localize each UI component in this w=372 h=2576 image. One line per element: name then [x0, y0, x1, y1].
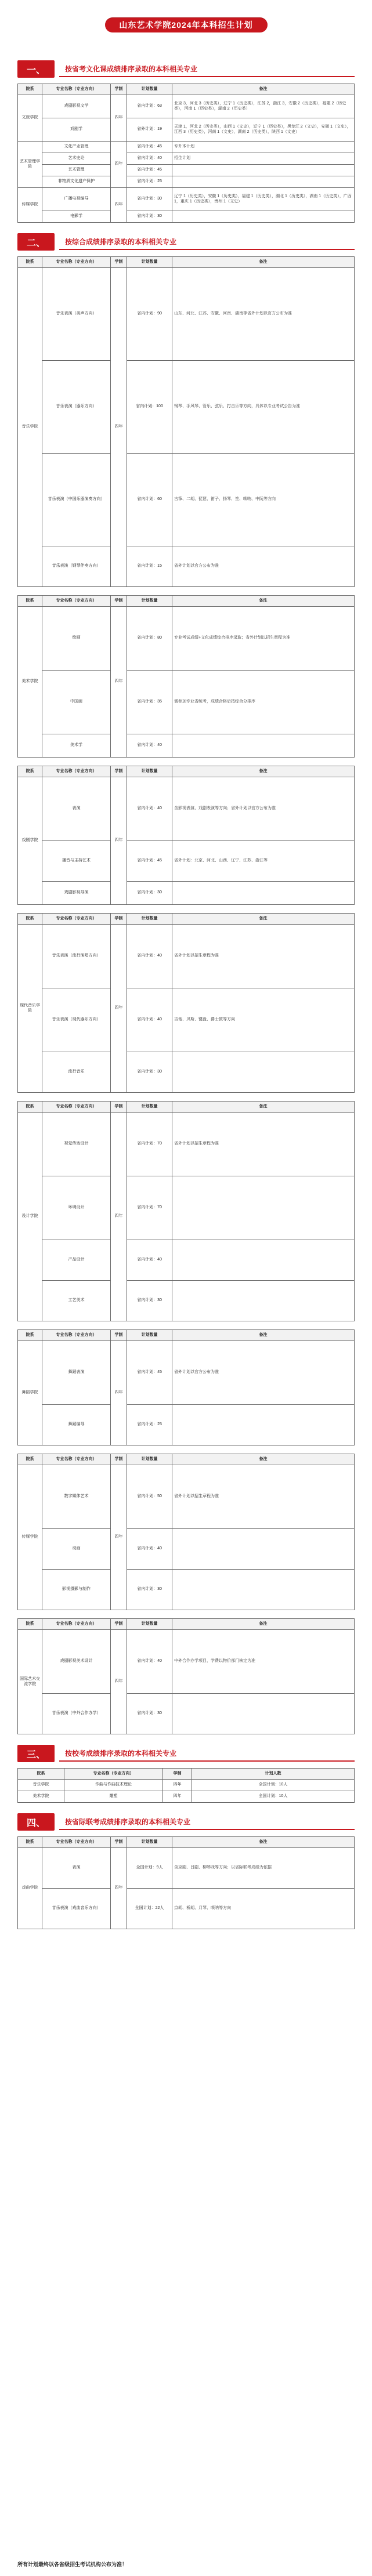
major-cell: 艺术史论 — [42, 153, 111, 165]
footer-note: 所有计划最终以各省级招生考试机构公布为准！ — [17, 2561, 128, 2567]
plan-cell: 省内计划：45 — [127, 165, 172, 176]
note-cell — [172, 176, 355, 188]
table-row — [18, 1465, 355, 1529]
section-2-table-3 — [17, 913, 355, 1093]
plan-cell: 全国计划：10人 — [192, 1780, 355, 1791]
dept-cell: 美术学院 — [18, 607, 42, 758]
plan-cell: 全国计划：9人 — [127, 1848, 172, 1889]
note-cell — [172, 1529, 355, 1570]
section-1-table-header-row — [18, 84, 355, 95]
col-dept: 院系 — [18, 84, 42, 95]
col-dept: 院系 — [18, 1330, 42, 1341]
col-years: 学制 — [111, 596, 127, 607]
major-cell: 戏剧影视美术设计 — [42, 1630, 111, 1694]
section-1-table — [17, 84, 355, 223]
major-cell: 非物质文化遗产保护 — [42, 176, 111, 188]
col-plan: 计划数量 — [127, 766, 172, 777]
col-major: 专业名称（专业方向） — [42, 766, 111, 777]
col-note: 备注 — [172, 766, 355, 777]
section-2-table-1 — [17, 595, 355, 758]
table-row — [18, 142, 355, 153]
plan-cell: 省内计划：15 — [127, 546, 172, 587]
table-row — [18, 1630, 355, 1694]
note-cell: 省外计划以招生章程为准 — [172, 1113, 355, 1176]
years-cell: 四年 — [111, 925, 127, 1093]
col-plan: 计划数量 — [127, 257, 172, 268]
col-major: 专业名称（专业方向） — [64, 1769, 163, 1780]
table-row — [18, 211, 355, 223]
note-cell: 钢琴、手风琴、管乐、弦乐、打击乐等方向，具体以专业考试公告为准 — [172, 361, 355, 454]
years-cell: 四年 — [111, 1465, 127, 1610]
note-cell — [172, 882, 355, 905]
dept-cell: 设计学院 — [18, 1113, 42, 1321]
col-plan: 计划数量 — [127, 596, 172, 607]
col-note: 备注 — [172, 1102, 355, 1113]
plan-cell: 省外计划：19 — [127, 118, 172, 142]
col-dept: 院系 — [18, 1619, 42, 1630]
major-cell: 绘画 — [42, 607, 111, 671]
major-cell: 音乐表演（中外合作办学） — [42, 1694, 111, 1734]
plan-cell: 省内计划：63 — [127, 95, 172, 118]
col-dept: 院系 — [18, 766, 42, 777]
note-cell — [172, 734, 355, 758]
col-plan: 计划数量 — [127, 1454, 172, 1465]
col-note: 备注 — [172, 596, 355, 607]
dept-cell: 音乐学院 — [18, 268, 42, 587]
col-note: 备注 — [172, 84, 355, 95]
table-row — [18, 1570, 355, 1610]
table-row — [18, 734, 355, 758]
col-years: 学制 — [163, 1769, 192, 1780]
table-row — [18, 1791, 355, 1803]
plan-cell: 省内计划：25 — [127, 176, 172, 188]
col-plan: 计划数量 — [127, 1102, 172, 1113]
section-3-number: 三、 — [17, 1745, 55, 1762]
plan-cell: 省内计划：45 — [127, 841, 172, 882]
col-dept: 院系 — [18, 596, 42, 607]
section-1-number: 一、 — [17, 60, 55, 78]
plan-cell: 省内计划：70 — [127, 1176, 172, 1240]
col-major: 专业名称（专业方向） — [42, 257, 111, 268]
table-row — [18, 361, 355, 454]
note-cell — [172, 1176, 355, 1240]
major-cell: 戏剧影视文学 — [42, 95, 111, 118]
major-cell: 艺术管理 — [42, 165, 111, 176]
section-2-table-5 — [17, 1329, 355, 1445]
table-row — [18, 118, 355, 142]
note-cell: 含影视表演、戏剧表演等方向；省外计划以官方公布为准 — [172, 777, 355, 841]
section-3-table-header-row — [18, 1769, 355, 1780]
dept-cell: 艺术管理学院 — [18, 142, 42, 188]
section-2-table-header-row — [18, 1330, 355, 1341]
col-note: 备注 — [172, 914, 355, 925]
section-2-table-header-row — [18, 914, 355, 925]
col-years: 学制 — [111, 84, 127, 95]
col-plan: 计划数量 — [127, 1619, 172, 1630]
years-cell: 四年 — [111, 268, 127, 587]
major-cell: 环境设计 — [42, 1176, 111, 1240]
major-cell: 舞蹈表演 — [42, 1341, 111, 1405]
table-row — [18, 1240, 355, 1281]
major-cell: 音乐表演（器乐方向） — [42, 361, 111, 454]
col-dept: 院系 — [18, 257, 42, 268]
major-cell: 影视摄影与制作 — [42, 1570, 111, 1610]
section-2-table-2 — [17, 766, 355, 905]
section-4-number: 四、 — [17, 1813, 55, 1831]
dept-cell: 国际艺术交流学院 — [18, 1630, 42, 1734]
plan-cell: 省内计划：40 — [127, 988, 172, 1052]
note-cell — [172, 211, 355, 223]
table-row — [18, 454, 355, 546]
note-cell: 省外计划以官方公布为准 — [172, 1341, 355, 1405]
years-cell: 四年 — [111, 188, 127, 223]
col-plan: 计划数量 — [127, 84, 172, 95]
col-note: 备注 — [172, 1837, 355, 1848]
col-major: 专业名称（专业方向） — [42, 1454, 111, 1465]
note-cell: 山东、河北、江苏、安徽、河南、湖南等省外计划以官方公布为准 — [172, 268, 355, 361]
table-row — [18, 153, 355, 165]
plan-cell: 省内计划：30 — [127, 1281, 172, 1321]
plan-cell: 省内计划：40 — [127, 1630, 172, 1694]
table-row — [18, 1889, 355, 1929]
plan-cell: 省内计划：60 — [127, 454, 172, 546]
col-dept: 院系 — [18, 1102, 42, 1113]
table-row — [18, 607, 355, 671]
note-cell: 含京剧、吕剧、柳琴戏等方向；以省际联考成绩为依据 — [172, 1848, 355, 1889]
col-years: 学制 — [111, 1454, 127, 1465]
col-note: 备注 — [172, 1619, 355, 1630]
table-row — [18, 925, 355, 988]
note-cell: 吉他、贝斯、键盘、爵士鼓等方向 — [172, 988, 355, 1052]
major-cell: 戏剧学 — [42, 118, 111, 142]
col-plan: 计划数量 — [127, 914, 172, 925]
section-4-title: 按省际联考成绩排序录取的本科相关专业 — [59, 1814, 355, 1830]
years-cell: 四年 — [111, 1848, 127, 1929]
col-note: 备注 — [172, 1330, 355, 1341]
section-2-table-7 — [17, 1618, 355, 1734]
note-cell — [172, 1405, 355, 1445]
major-cell: 电影学 — [42, 211, 111, 223]
plan-cell: 省内计划：40 — [127, 777, 172, 841]
col-note: 备注 — [172, 1454, 355, 1465]
section-4-table — [17, 1836, 355, 1929]
table-row — [18, 1176, 355, 1240]
major-cell: 广播电视编导 — [42, 188, 111, 211]
col-years: 学制 — [111, 1619, 127, 1630]
dept-cell: 戏曲学院 — [18, 1848, 42, 1929]
major-cell: 表演 — [42, 777, 111, 841]
table-row — [18, 841, 355, 882]
note-cell: 专业考试成绩+文化成绩综合排序录取；省外计划以招生章程为准 — [172, 607, 355, 671]
major-cell: 中国画 — [42, 671, 111, 734]
section-2-title: 按综合成绩排序录取的本科相关专业 — [59, 234, 355, 250]
major-cell: 雕塑 — [64, 1791, 163, 1803]
note-cell: 中外合作办学项目，学费以物价部门核定为准 — [172, 1630, 355, 1694]
section-2-table-header-row — [18, 257, 355, 268]
note-cell: 招生计划 — [172, 153, 355, 165]
table-row — [18, 268, 355, 361]
note-cell: 京胡、板胡、月琴、唢呐等方向 — [172, 1889, 355, 1929]
plan-cell: 省内计划：30 — [127, 211, 172, 223]
note-cell: 天津 1，河北 2（历史类），山西 1（文史），辽宁 1（历史类），黑龙江 2（文史），安徽 1（文史），江西 3（历史类），河南 1（文史），湖南 2（历史类），陕西 1（文史） — [172, 118, 355, 142]
section-2-table-4 — [17, 1101, 355, 1321]
major-cell: 音乐表演（流行演唱方向） — [42, 925, 111, 988]
plan-cell: 省内计划：30 — [127, 882, 172, 905]
section-2-table-header-row — [18, 1619, 355, 1630]
major-cell: 工艺美术 — [42, 1281, 111, 1321]
major-cell: 美术学 — [42, 734, 111, 758]
note-cell — [172, 1694, 355, 1734]
section-2-table-header-row — [18, 1102, 355, 1113]
plan-cell: 省内计划：30 — [127, 1570, 172, 1610]
major-cell: 播音与主持艺术 — [42, 841, 111, 882]
major-cell: 文化产业管理 — [42, 142, 111, 153]
note-cell: 省外计划以招生章程为准 — [172, 925, 355, 988]
plan-cell: 省内计划：40 — [127, 1529, 172, 1570]
col-dept: 院系 — [18, 1769, 64, 1780]
table-row — [18, 777, 355, 841]
note-cell: 省外计划以招生章程为准 — [172, 1465, 355, 1529]
note-cell: 省外计划：北京、河北、山西、辽宁、江苏、浙江等 — [172, 841, 355, 882]
table-row — [18, 1694, 355, 1734]
table-row — [18, 95, 355, 118]
plan-cell: 省内计划：30 — [127, 1694, 172, 1734]
years-cell: 四年 — [111, 1341, 127, 1445]
table-row — [18, 1529, 355, 1570]
section-2-table-header-row — [18, 596, 355, 607]
plan-cell: 省内计划：90 — [127, 268, 172, 361]
col-dept: 院系 — [18, 1837, 42, 1848]
table-row — [18, 1780, 355, 1791]
plan-cell: 省内计划：80 — [127, 607, 172, 671]
table-row — [18, 988, 355, 1052]
plan-cell: 省内计划：30 — [127, 1052, 172, 1093]
note-cell — [172, 1281, 355, 1321]
plan-cell: 全国计划：10人 — [192, 1791, 355, 1803]
col-major: 专业名称（专业方向） — [42, 84, 111, 95]
dept-cell: 传媒学院 — [18, 188, 42, 223]
years-cell: 四年 — [111, 95, 127, 142]
years-cell: 四年 — [111, 777, 127, 905]
years-cell: 四年 — [163, 1780, 192, 1791]
table-row — [18, 1052, 355, 1093]
table-row — [18, 1848, 355, 1889]
major-cell: 产品设计 — [42, 1240, 111, 1281]
plan-cell: 省内计划：30 — [127, 188, 172, 211]
years-cell: 四年 — [163, 1791, 192, 1803]
years-cell: 四年 — [111, 607, 127, 758]
section-3-table — [17, 1768, 355, 1803]
table-row — [18, 165, 355, 176]
table-row — [18, 1281, 355, 1321]
years-cell: 四年 — [111, 1113, 127, 1321]
section-3-header — [17, 1745, 355, 1762]
dept-cell: 美术学院 — [18, 1791, 64, 1803]
col-major: 专业名称（专业方向） — [42, 914, 111, 925]
col-major: 专业名称（专业方向） — [42, 1102, 111, 1113]
table-row — [18, 1405, 355, 1445]
section-3-title: 按校考成绩排序录取的本科相关专业 — [59, 1745, 355, 1762]
col-dept: 院系 — [18, 914, 42, 925]
col-plan: 计划数量 — [127, 1330, 172, 1341]
col-major: 专业名称（专业方向） — [42, 1619, 111, 1630]
plan-cell: 省内计划：35 — [127, 671, 172, 734]
major-cell: 戏剧影视导演 — [42, 882, 111, 905]
note-cell: 专升本计划 — [172, 142, 355, 153]
dept-cell: 现代音乐学院 — [18, 925, 42, 1093]
years-cell: 四年 — [111, 1630, 127, 1734]
note-cell — [172, 1570, 355, 1610]
plan-cell: 省内计划：45 — [127, 142, 172, 153]
table-row — [18, 1341, 355, 1405]
note-cell: 需参加专业省统考，成绩合格后按综合分排序 — [172, 671, 355, 734]
table-row — [18, 188, 355, 211]
section-4-header — [17, 1813, 355, 1831]
plan-cell: 省内计划：100 — [127, 361, 172, 454]
plan-cell: 省内计划：40 — [127, 153, 172, 165]
dept-cell: 舞蹈学院 — [18, 1341, 42, 1445]
major-cell: 音乐表演（戏曲音乐方向） — [42, 1889, 111, 1929]
major-cell: 舞蹈编导 — [42, 1405, 111, 1445]
col-years: 学制 — [111, 914, 127, 925]
page-title: 山东艺术学院2024年本科招生计划 — [105, 17, 268, 32]
major-cell: 动画 — [42, 1529, 111, 1570]
plan-cell: 省内计划：40 — [127, 734, 172, 758]
col-years: 学制 — [111, 1837, 127, 1848]
col-years: 学制 — [111, 1102, 127, 1113]
section-2-table-0 — [17, 256, 355, 587]
note-cell: 辽宁 1（历史类），安徽 1（历史类），福建 1（历史类），湖北 1（历史类），湖南 1（历史类），广西 1，重庆 1（历史类），贵州 1（文史） — [172, 188, 355, 211]
plan-cell: 省内计划：50 — [127, 1465, 172, 1529]
major-cell: 作曲与作曲技术理论 — [64, 1780, 163, 1791]
col-plan: 计划人数 — [192, 1769, 355, 1780]
top-banner — [17, 0, 355, 50]
note-cell: 省外计划以官方公布为准 — [172, 546, 355, 587]
section-4-table-header-row — [18, 1837, 355, 1848]
section-2-header — [17, 233, 355, 251]
table-row — [18, 176, 355, 188]
col-major: 专业名称（专业方向） — [42, 596, 111, 607]
dept-cell: 文旅学院 — [18, 95, 42, 142]
dept-cell: 音乐学院 — [18, 1780, 64, 1791]
col-major: 专业名称（专业方向） — [42, 1330, 111, 1341]
major-cell: 音乐表演（钢琴伴奏方向） — [42, 546, 111, 587]
col-years: 学制 — [111, 257, 127, 268]
note-cell — [172, 165, 355, 176]
col-dept: 院系 — [18, 1454, 42, 1465]
table-row — [18, 1113, 355, 1176]
plan-cell: 省内计划：45 — [127, 1341, 172, 1405]
section-1-header — [17, 60, 355, 78]
major-cell: 视觉传达设计 — [42, 1113, 111, 1176]
table-row — [18, 671, 355, 734]
major-cell: 流行音乐 — [42, 1052, 111, 1093]
section-2-table-header-row — [18, 1454, 355, 1465]
col-years: 学制 — [111, 766, 127, 777]
section-2-number: 二、 — [17, 233, 55, 251]
plan-cell: 省内计划：70 — [127, 1113, 172, 1176]
table-row — [18, 546, 355, 587]
section-2-table-6 — [17, 1454, 355, 1610]
years-cell: 四年 — [111, 142, 127, 188]
plan-cell: 全国计划：22人 — [127, 1889, 172, 1929]
major-cell: 音乐表演（美声方向） — [42, 268, 111, 361]
note-cell — [172, 1052, 355, 1093]
dept-cell: 传媒学院 — [18, 1465, 42, 1610]
dept-cell: 戏剧学院 — [18, 777, 42, 905]
note-cell: 北京 3，河北 3（历史类），辽宁 1（历史类），江苏 2，浙江 3，安徽 2（历史类），福建 2（历史类），河南 1（历史类），湖南 2（历史类） — [172, 95, 355, 118]
col-plan: 计划数量 — [127, 1837, 172, 1848]
col-major: 专业名称（专业方向） — [42, 1837, 111, 1848]
note-cell — [172, 1240, 355, 1281]
major-cell: 数字媒体艺术 — [42, 1465, 111, 1529]
note-cell: 古筝、二胡、琵琶、笛子、扬琴、笙、唢呐、中阮等方向 — [172, 454, 355, 546]
table-row — [18, 882, 355, 905]
col-note: 备注 — [172, 257, 355, 268]
major-cell: 音乐表演（现代器乐方向） — [42, 988, 111, 1052]
major-cell: 音乐表演（中国乐器演奏方向） — [42, 454, 111, 546]
section-2-table-header-row — [18, 766, 355, 777]
plan-cell: 省内计划：25 — [127, 1405, 172, 1445]
col-years: 学制 — [111, 1330, 127, 1341]
plan-cell: 省内计划：40 — [127, 1240, 172, 1281]
major-cell: 表演 — [42, 1848, 111, 1889]
section-1-title: 按省考文化课成绩排序录取的本科相关专业 — [59, 61, 355, 77]
plan-cell: 省内计划：40 — [127, 925, 172, 988]
